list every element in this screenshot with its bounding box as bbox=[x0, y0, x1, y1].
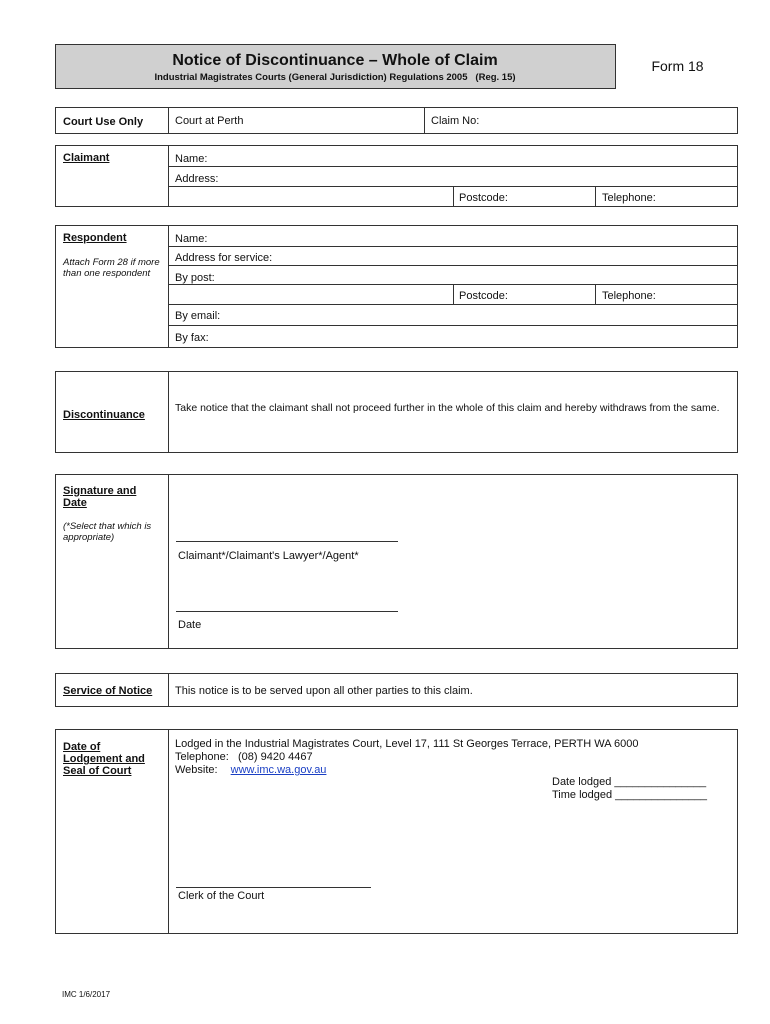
respondent-post-field[interactable]: By post: bbox=[175, 272, 215, 284]
signer-role-label: Claimant*/Claimant's Lawyer*/Agent* bbox=[178, 550, 359, 562]
discontinuance-section bbox=[55, 371, 738, 453]
date-line[interactable] bbox=[176, 611, 398, 612]
claimant-name-field[interactable]: Name: bbox=[175, 153, 208, 165]
court-use-label: Court Use Only bbox=[63, 116, 144, 128]
service-section bbox=[55, 673, 738, 707]
claim-number-field[interactable]: Claim No: bbox=[431, 115, 480, 127]
signature-section bbox=[55, 474, 738, 649]
respondent-address-field[interactable]: Address for service: bbox=[175, 252, 273, 264]
website-link[interactable]: www.imc.wa.gov.au bbox=[230, 764, 327, 776]
lodgement-telephone: Telephone: (08) 9420 4467 bbox=[175, 751, 313, 763]
lodgement-label: Date of Lodgement and Seal of Court bbox=[63, 741, 145, 777]
clerk-signature-line[interactable] bbox=[176, 887, 371, 888]
signature-date-label: Date bbox=[178, 619, 202, 631]
discontinuance-label: Discontinuance bbox=[63, 409, 145, 421]
claimant-address-field[interactable]: Address: bbox=[175, 173, 219, 185]
footer-code: IMC 1/6/2017 bbox=[62, 990, 111, 999]
discontinuance-text: Take notice that the claimant shall not proceed further in the whole of this claim and hereby withdraws from the same. bbox=[175, 402, 720, 414]
clerk-label: Clerk of the Court bbox=[178, 890, 265, 902]
claimant-label: Claimant bbox=[63, 152, 110, 164]
respondent-telephone-field[interactable]: Telephone: bbox=[602, 290, 656, 302]
date-lodged-field[interactable]: Date lodged _______________ bbox=[552, 776, 707, 788]
lodgement-address: Lodged in the Industrial Magistrates Court, Level 17, 111 St Georges Terrace, PERTH WA 6000 bbox=[175, 738, 639, 750]
claimant-section bbox=[55, 145, 738, 207]
claimant-telephone-field[interactable]: Telephone: bbox=[602, 192, 656, 204]
respondent-fax-field[interactable]: By fax: bbox=[175, 332, 209, 344]
service-text: This notice is to be served upon all other parties to this claim. bbox=[175, 685, 473, 697]
time-lodged-field[interactable]: Time lodged _______________ bbox=[552, 789, 707, 801]
signature-label: Signature and Date bbox=[63, 485, 137, 509]
website-label: Website: bbox=[175, 764, 218, 776]
lodgement-section bbox=[55, 729, 738, 934]
lodgement-website bbox=[175, 764, 326, 776]
signature-line[interactable] bbox=[176, 541, 398, 542]
form-subtitle: Industrial Magistrates Courts (General Jurisdiction) Regulations 2005 (Reg. 15) bbox=[154, 72, 516, 83]
claimant-postcode-field[interactable]: Postcode: bbox=[459, 192, 508, 204]
respondent-postcode-field[interactable]: Postcode: bbox=[459, 290, 508, 302]
form-number-cell bbox=[615, 44, 738, 89]
respondent-note: Attach Form 28 if more than one respondent bbox=[63, 257, 160, 279]
form-number: Form 18 bbox=[651, 58, 704, 74]
court-location: Court at Perth bbox=[175, 115, 244, 127]
respondent-section bbox=[55, 225, 738, 348]
form-header bbox=[55, 44, 738, 89]
form-title: Notice of Discontinuance – Whole of Claim bbox=[172, 52, 498, 69]
respondent-email-field[interactable]: By email: bbox=[175, 310, 221, 322]
respondent-name-field[interactable]: Name: bbox=[175, 233, 208, 245]
respondent-label: Respondent bbox=[63, 232, 127, 244]
signature-note: (*Select that which is appropriate) bbox=[63, 521, 152, 543]
service-label: Service of Notice bbox=[63, 685, 153, 697]
court-use-section bbox=[55, 107, 738, 134]
